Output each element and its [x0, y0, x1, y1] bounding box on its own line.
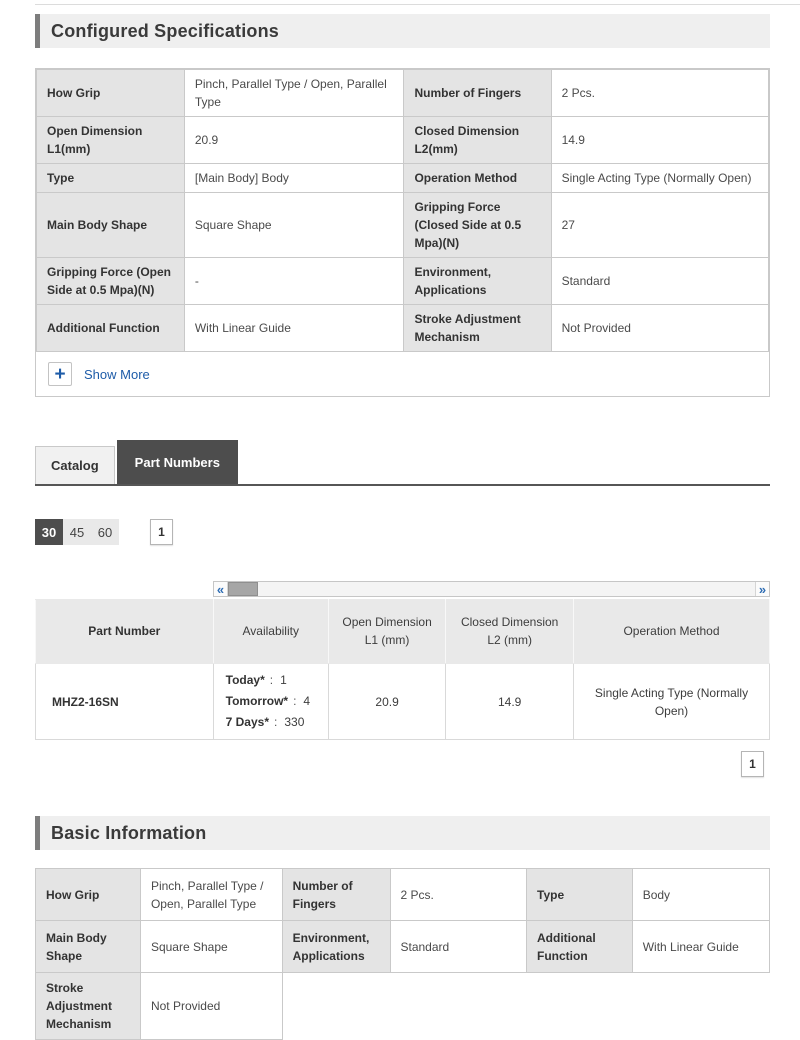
- section-title-basic-information: Basic Information: [51, 822, 207, 843]
- spec-label: Additional Function: [37, 305, 185, 352]
- page-size-45[interactable]: 45: [69, 524, 85, 540]
- basic-label: Stroke Adjustment Mechanism: [36, 973, 141, 1040]
- spec-label: Gripping Force (Open Side at 0.5 Mpa)(N): [37, 258, 185, 305]
- spec-row: [37, 117, 769, 164]
- bottom-page-1-button[interactable]: 1: [741, 751, 764, 777]
- column-header-availability: Availability: [213, 600, 328, 664]
- spec-value: Single Acting Type (Normally Open): [551, 164, 768, 193]
- spec-row: [37, 305, 769, 352]
- spec-label: Operation Method: [404, 164, 551, 193]
- spec-label: Number of Fingers: [404, 70, 551, 117]
- configured-specifications-panel: [35, 68, 770, 397]
- basic-value: Square Shape: [140, 921, 282, 973]
- part-number-cell: MHZ2-16SN: [36, 664, 214, 740]
- spec-value: -: [184, 258, 404, 305]
- basic-value: Pinch, Parallel Type / Open, Parallel Type: [140, 869, 282, 921]
- scroll-left-icon[interactable]: «: [214, 582, 228, 596]
- basic-value: 2 Pcs.: [390, 869, 527, 921]
- availability-tomorrow: Tomorrow* : 4: [225, 694, 311, 708]
- page-1-button[interactable]: 1: [150, 519, 173, 545]
- section-title-configured-specifications: Configured Specifications: [51, 20, 280, 41]
- availability-today: Today* : 1: [225, 673, 287, 687]
- column-header-open-dimension: Open Dimension L1 (mm): [328, 600, 445, 664]
- basic-information-header: [35, 816, 770, 850]
- basic-label: How Grip: [36, 869, 141, 921]
- spec-label: Environment, Applications: [404, 258, 551, 305]
- basic-value: Body: [632, 869, 769, 921]
- basic-value: Not Provided: [140, 973, 282, 1040]
- spec-value: [Main Body] Body: [184, 164, 404, 193]
- spec-label: Gripping Force (Closed Side at 0.5 Mpa)(N): [404, 193, 551, 258]
- spec-value: With Linear Guide: [184, 305, 404, 352]
- plus-icon[interactable]: +: [48, 362, 72, 386]
- basic-label: Main Body Shape: [36, 921, 141, 973]
- spec-label: Open Dimension L1(mm): [37, 117, 185, 164]
- basic-label: Number of Fingers: [282, 869, 390, 921]
- basic-info-row: [36, 973, 770, 1040]
- spec-label: Main Body Shape: [37, 193, 185, 258]
- top-divider: [35, 4, 800, 5]
- basic-information-table: [35, 868, 770, 1040]
- scrollbar-thumb[interactable]: [228, 582, 258, 596]
- page-size-30[interactable]: 30: [35, 519, 63, 545]
- spec-label: Stroke Adjustment Mechanism: [404, 305, 551, 352]
- show-more-label[interactable]: Show More: [84, 366, 150, 382]
- empty-cell: [282, 973, 769, 1040]
- page-size-60[interactable]: 60: [97, 524, 113, 540]
- basic-info-row: [36, 921, 770, 973]
- basic-value: With Linear Guide: [632, 921, 769, 973]
- basic-info-row: [36, 869, 770, 921]
- basic-label: Additional Function: [527, 921, 633, 973]
- configured-specifications-header: [35, 14, 770, 48]
- basic-label: Type: [527, 869, 633, 921]
- column-header-part-number: Part Number: [36, 600, 214, 664]
- closed-dimension-cell: 14.9: [446, 664, 574, 740]
- spec-row: [37, 164, 769, 193]
- availability-cell: [213, 664, 328, 740]
- bottom-pagination: [35, 751, 770, 777]
- show-more-button[interactable]: [36, 352, 769, 396]
- spec-value: 2 Pcs.: [551, 70, 768, 117]
- spec-value: Standard: [551, 258, 768, 305]
- spec-value: 27: [551, 193, 768, 258]
- spec-value: 20.9: [184, 117, 404, 164]
- results-pagination: [35, 519, 770, 545]
- tab-part-numbers[interactable]: Part Numbers: [117, 440, 238, 484]
- part-numbers-table: [35, 599, 770, 740]
- tab-catalog[interactable]: Catalog: [35, 446, 115, 484]
- column-header-closed-dimension: Closed Dimension L2 (mm): [446, 600, 574, 664]
- basic-label: Environment, Applications: [282, 921, 390, 973]
- scroll-right-icon[interactable]: »: [755, 582, 769, 596]
- spec-row: [37, 193, 769, 258]
- spec-value: Square Shape: [184, 193, 404, 258]
- spec-value: Not Provided: [551, 305, 768, 352]
- catalog-partnumbers-tabs: [35, 440, 770, 486]
- spec-value: 14.9: [551, 117, 768, 164]
- table-horizontal-scrollbar[interactable]: [213, 581, 770, 597]
- basic-value: Standard: [390, 921, 527, 973]
- configured-specifications-table: [36, 69, 769, 352]
- part-number-row: [36, 664, 770, 740]
- part-numbers-header-row: [36, 600, 770, 664]
- open-dimension-cell: 20.9: [328, 664, 445, 740]
- spec-label: Closed Dimension L2(mm): [404, 117, 551, 164]
- spec-value: Pinch, Parallel Type / Open, Parallel Type: [184, 70, 404, 117]
- operation-method-cell: Single Acting Type (Normally Open): [574, 664, 770, 740]
- spec-label: How Grip: [37, 70, 185, 117]
- spec-row: [37, 258, 769, 305]
- spec-row: [37, 70, 769, 117]
- spec-label: Type: [37, 164, 185, 193]
- page-size-selector: [35, 519, 119, 545]
- column-header-operation-method: Operation Method: [574, 600, 770, 664]
- availability-7days: 7 Days* : 330: [225, 715, 305, 729]
